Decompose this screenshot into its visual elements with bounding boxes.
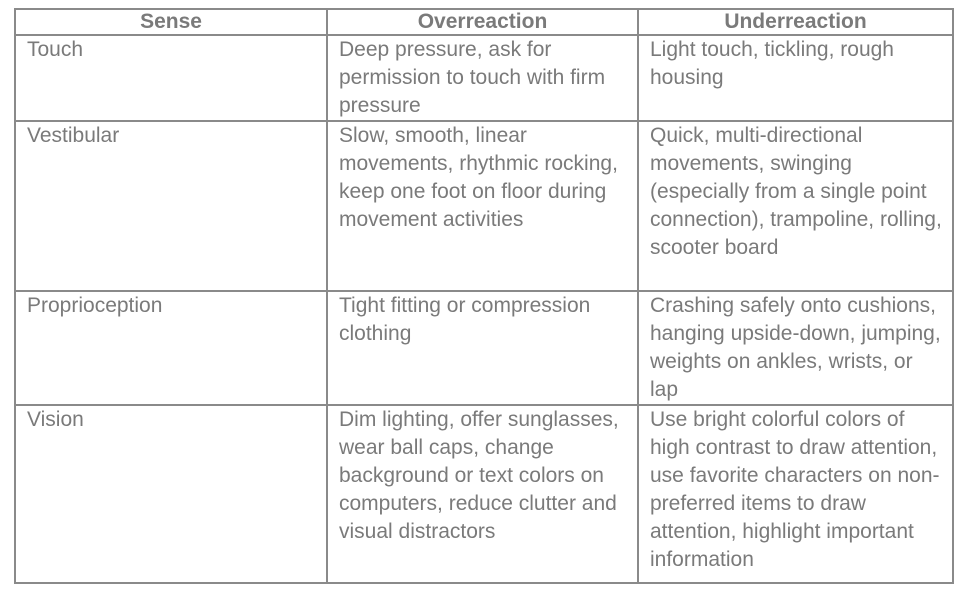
sense-label: Touch xyxy=(27,38,84,61)
table-row xyxy=(15,35,953,121)
sense-reaction-table xyxy=(14,8,954,584)
header-underreaction: Underreaction xyxy=(638,9,953,35)
underreaction-text: Crashing safely onto cushions, hanging upside-down, jumping, weights on ankles, wrists, or lap xyxy=(650,294,941,401)
overreaction-cell xyxy=(327,291,638,405)
underreaction-text: Light touch, tickling, rough housing xyxy=(650,38,894,89)
header-overreaction: Overreaction xyxy=(327,9,638,35)
header-sense: Sense xyxy=(15,9,327,35)
sense-cell xyxy=(15,291,327,405)
table-row xyxy=(15,291,953,405)
underreaction-cell xyxy=(638,291,953,405)
table-row xyxy=(15,405,953,583)
table-row xyxy=(15,121,953,291)
sense-label: Vestibular xyxy=(27,124,120,147)
overreaction-text: Deep pressure, ask for permission to touch with firm pressure xyxy=(339,38,606,117)
overreaction-text: Slow, smooth, linear movements, rhythmic rocking, keep one foot on floor during movement activities xyxy=(339,124,618,231)
overreaction-text: Tight fitting or compression clothing xyxy=(339,294,591,345)
underreaction-cell xyxy=(638,405,953,583)
overreaction-cell xyxy=(327,35,638,121)
overreaction-cell xyxy=(327,405,638,583)
sense-label: Vision xyxy=(27,408,84,431)
overreaction-text: Dim lighting, offer sunglasses, wear ball caps, change background or text colors on computers, reduce clutter and visual distractors xyxy=(339,408,619,543)
sense-cell xyxy=(15,405,327,583)
overreaction-cell xyxy=(327,121,638,291)
underreaction-cell xyxy=(638,35,953,121)
sense-cell xyxy=(15,35,327,121)
underreaction-text: Use bright colorful colors of high contrast to draw attention, use favorite characters on non-preferred items to draw attention, highlight important information xyxy=(650,408,940,571)
table-header-row xyxy=(15,9,953,35)
sense-cell xyxy=(15,121,327,291)
sense-label: Proprioception xyxy=(27,294,163,317)
underreaction-text: Quick, multi-directional movements, swinging (especially from a single point connection), trampoline, rolling, scooter board xyxy=(650,124,942,259)
underreaction-cell xyxy=(638,121,953,291)
